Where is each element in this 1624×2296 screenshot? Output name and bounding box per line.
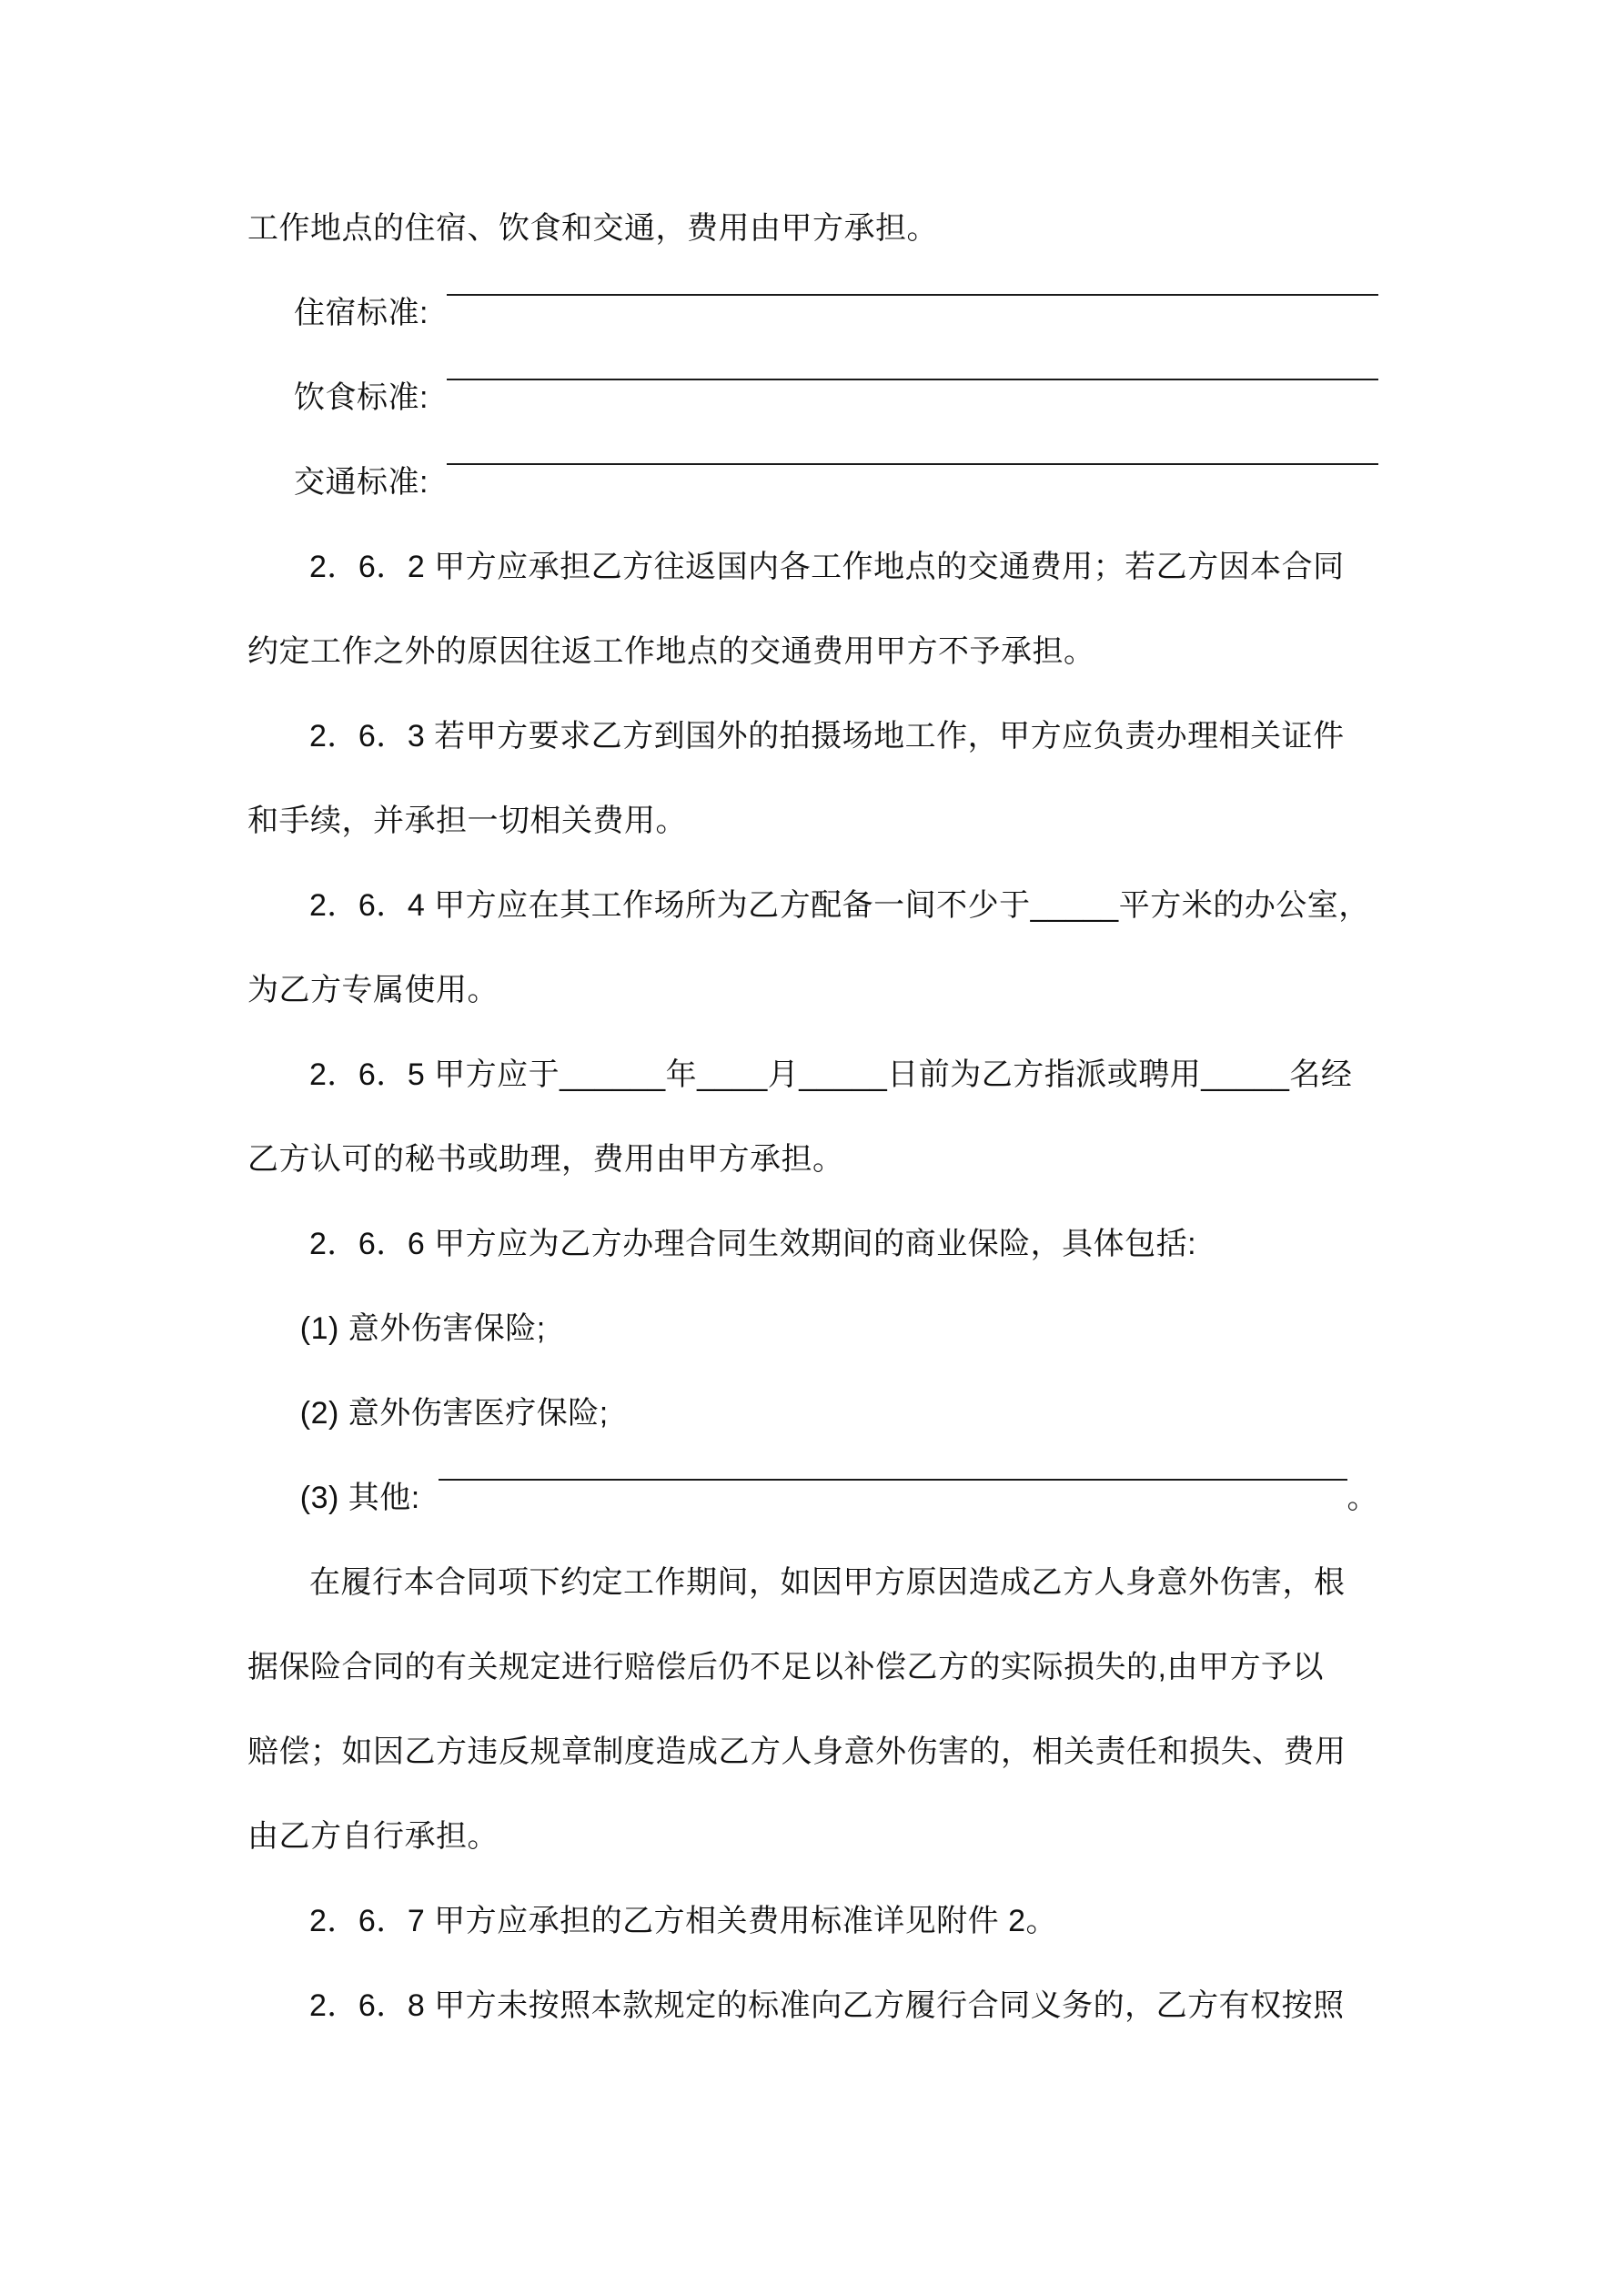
- fill-in-line: [247, 440, 1378, 525]
- contract-text-line: 由乙方自行承担。: [247, 1819, 499, 1854]
- contract-text-line: 2．6．8 甲方未按照本款规定的标准向乙方履行合同义务的，乙方有权按照: [309, 1988, 1345, 2023]
- contract-text-line: 在履行本合同项下约定工作期间，如因甲方原因造成乙方人身意外伤害，根: [309, 1565, 1346, 1600]
- fill-in-line: [247, 271, 1378, 356]
- contract-text-line: (2) 意外伤害医疗保险;: [299, 1396, 609, 1431]
- contract-text-line: 2．6．4 甲方应在其工作场所为乙方配备一间不少于_____平方米的办公室，: [309, 888, 1370, 923]
- contract-text-line: 2．6．2 甲方应承担乙方往返国内各工作地点的交通费用；若乙方因本合同: [309, 550, 1345, 584]
- contract-text-line: 为乙方专属使用。: [247, 973, 499, 1007]
- contract-text-line: 2．6．6 甲方应为乙方办理合同生效期间的商业保险，具体包括:: [309, 1227, 1197, 1261]
- contract-text-line: 约定工作之外的原因往返工作地点的交通费用甲方不予承担。: [247, 634, 1095, 669]
- fill-in-label: 饮食标准:: [294, 380, 438, 415]
- contract-body: [247, 187, 1378, 2048]
- fill-in-suffix: 。: [1347, 1481, 1378, 1515]
- contract-text-line: 2．6．3 若甲方要求乙方到国外的拍摄场地工作，甲方应负责办理相关证件: [309, 719, 1345, 754]
- contract-text-line: 乙方认可的秘书或助理，费用由甲方承担。: [247, 1142, 844, 1177]
- contract-text-line: 赔偿；如因乙方违反规章制度造成乙方人身意外伤害的，相关责任和损失、费用: [247, 1735, 1347, 1769]
- contract-text-line: 2．6．5 甲方应于______年____月_____日前为乙方指派或聘用_____名经: [309, 1057, 1353, 1092]
- contract-text-line: 2．6．7 甲方应承担的乙方相关费用标准详见附件 2。: [309, 1904, 1058, 1938]
- fill-in-label: 交通标准:: [294, 465, 438, 500]
- fill-in-line: [247, 356, 1378, 440]
- contract-text-line: (1) 意外伤害保险;: [299, 1311, 546, 1346]
- fill-in-line: [247, 1456, 1378, 1541]
- fill-in-label: (3) 其他:: [299, 1481, 429, 1515]
- fill-in-label: 住宿标准:: [294, 296, 438, 330]
- contract-text-line: 工作地点的住宿、饮食和交通，费用由甲方承担。: [247, 211, 938, 246]
- contract-text-line: 和手续，并承担一切相关费用。: [247, 804, 687, 838]
- contract-text-line: 据保险合同的有关规定进行赔偿后仍不足以补偿乙方的实际损失的,由甲方予以: [247, 1650, 1324, 1684]
